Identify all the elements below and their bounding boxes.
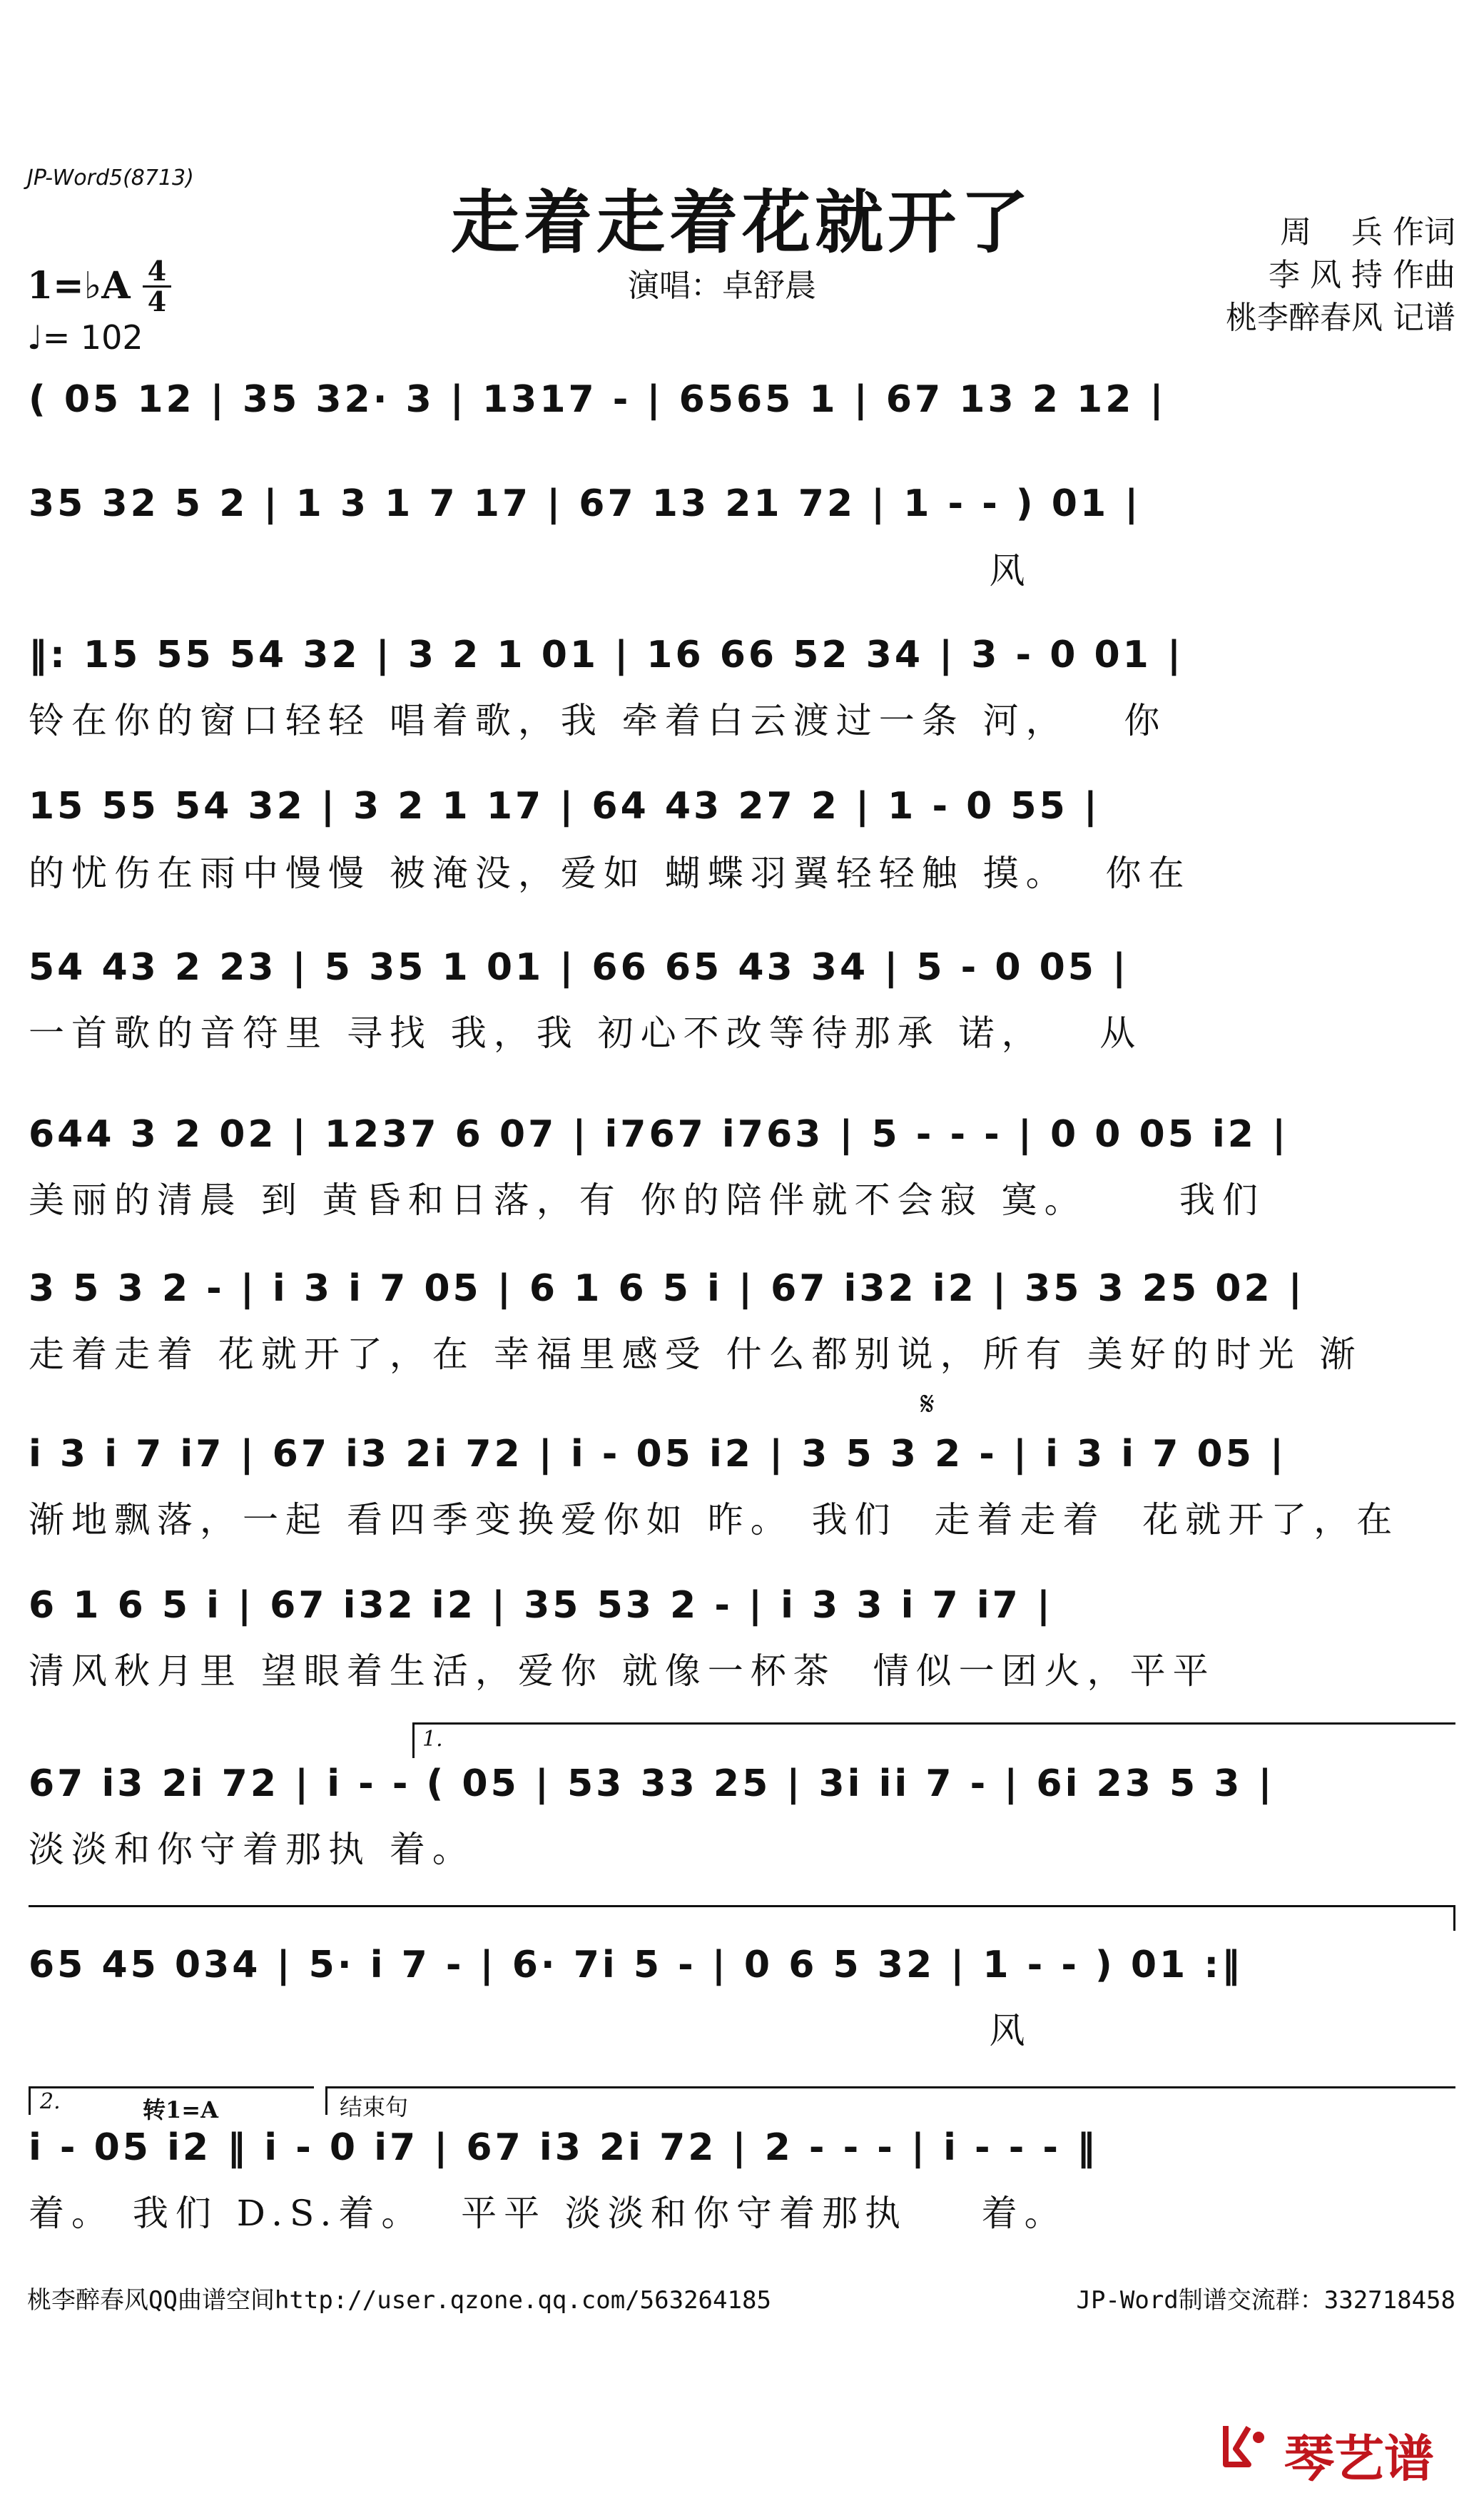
volta-1-end bbox=[1453, 1905, 1455, 1931]
score-line-2-notes: 35 32 5 2 | 1 3 1 7 17 | 67 13 21 72 | 1 - - ) 01 | bbox=[29, 482, 1142, 525]
score-line-5-notes: 54 43 2 23 | 5 35 1 01 | 66 65 43 34 | 5 - 0 05 | bbox=[29, 946, 1129, 989]
volta-2-bracket-top bbox=[29, 2086, 314, 2088]
score-line-11-notes: 65 45 034 | 5· i 7 - | 6· 7i 5 - | 0 6 5 32 | 1 - - ) 01 :‖ bbox=[29, 1944, 1244, 1986]
score-line-9-lyrics: 清风秋月里 望眼着生活，爱你 就像一杯茶 情似一团火，平平 bbox=[29, 1650, 1216, 1692]
transcriber-credit: 桃李醉春风 记谱 bbox=[1226, 300, 1455, 336]
page-title: 走着走着花就开了 bbox=[451, 182, 1033, 263]
score-line-11-lyrics: 风 bbox=[29, 2010, 1032, 2051]
volta-1-continuation bbox=[29, 1905, 1455, 1907]
volta-2-bracket-left bbox=[29, 2086, 31, 2115]
footer-source: 桃李醉春风QQ曲谱空间http://user.qzone.qq.com/563264185 bbox=[27, 2286, 771, 2315]
segno-sign: 𝄋 bbox=[920, 1384, 935, 1423]
score-line-12-notes: i - 05 i2 ‖ i - 0 i7 | 67 i3 2i 72 | 2 - - - | i - - - ‖ bbox=[29, 2126, 1099, 2169]
score-line-5-lyrics: 一首歌的音符里 寻找 我，我 初心不改等待那承 诺， 从 bbox=[29, 1012, 1143, 1054]
ending-bracket-top bbox=[325, 2086, 1455, 2088]
score-line-9-notes: 6 1 6 5 i | 67 i32 i2 | 35 53 2 - | i 3 3 i 7 i7 | bbox=[29, 1584, 1053, 1627]
volta-1-label: 1. bbox=[422, 1727, 443, 1752]
score-line-3-notes: ‖: 15 55 54 32 | 3 2 1 01 | 16 66 52 34 | 3 - 0 01 | bbox=[29, 634, 1184, 676]
singer-label: 演唱：卓舒晨 bbox=[628, 268, 816, 304]
score-line-2-lyrics: 风 bbox=[29, 550, 1032, 592]
footer-group: JP-Word制谱交流群：332718458 bbox=[1076, 2286, 1455, 2315]
lyricist-credit: 周 兵 作词 bbox=[1280, 214, 1455, 250]
software-label: JP-Word5(8713) bbox=[27, 166, 194, 191]
volta-2-label: 2. bbox=[40, 2089, 61, 2114]
score-line-6-notes: 644 3 2 02 | 1237 6 07 | i767 i763 | 5 - - - | 0 0 05 i2 | bbox=[29, 1113, 1289, 1156]
time-signature bbox=[143, 257, 171, 316]
modulation-label: 转1=A bbox=[143, 2096, 218, 2123]
key-signature: 1=♭A bbox=[27, 264, 131, 308]
score-line-10-lyrics: 淡淡和你守着那执 着。 bbox=[29, 1829, 475, 1870]
score-line-12-lyrics: 着。 我们 D.S.着。 平平 淡淡和你守着那执 着。 bbox=[29, 2193, 1067, 2234]
credits bbox=[1226, 211, 1455, 340]
score-line-6-lyrics: 美丽的清晨 到 黄昏和日落，有 你的陪伴就不会寂 寞。 我们 bbox=[29, 1179, 1266, 1221]
score-line-7-lyrics: 走着走着 花就开了，在 幸福里感受 什么都别说，所有 美好的时光 渐 bbox=[29, 1334, 1363, 1375]
ending-bracket-left bbox=[325, 2086, 327, 2115]
ending-label: 结束句 bbox=[340, 2093, 409, 2121]
score-line-8-lyrics: 渐地飘落，一起 看四季变换爱你如 昨。 我们 走着走着 花就开了，在 bbox=[29, 1499, 1400, 1540]
score-line-7-notes: 3 5 3 2 - | i 3 i 7 05 | 6 1 6 5 i | 67 i32 i2 | 35 3 25 02 | bbox=[29, 1267, 1305, 1310]
score-line-1-notes: ( 05 12 | 35 32· 3 | 1317 - | 6565 1 | 67 13 2 12 | bbox=[29, 378, 1167, 421]
site-logo: 琴艺谱 bbox=[1284, 2430, 1434, 2488]
time-bottom: 4 bbox=[143, 285, 171, 316]
time-top: 4 bbox=[147, 255, 167, 287]
tempo-marking: ♩= 102 bbox=[27, 318, 143, 357]
score-line-10-notes: 67 i3 2i 72 | i - - ( 05 | 53 33 25 | 3i ii 7 - | 6i 23 5 3 | bbox=[29, 1762, 1275, 1805]
score-line-8-notes: i 3 i 7 i7 | 67 i3 2i 72 | i - 05 i2 | 3 5 3 2 - | i 3 i 7 05 | bbox=[29, 1433, 1286, 1476]
volta-1-bracket-top bbox=[412, 1722, 1455, 1725]
composer-credit: 李 风 持 作曲 bbox=[1269, 257, 1455, 293]
score-line-4-notes: 15 55 54 32 | 3 2 1 17 | 64 43 27 2 | 1 - 0 55 | bbox=[29, 785, 1100, 828]
logo-icon bbox=[1220, 2420, 1270, 2470]
volta-1-bracket-left bbox=[412, 1722, 415, 1758]
score-line-3-lyrics: 铃在你的窗口轻轻 唱着歌，我 牵着白云渡过一条 河， 你 bbox=[29, 700, 1167, 741]
score-line-4-lyrics: 的忧伤在雨中慢慢 被淹没，爱如 蝴蝶羽翼轻轻触 摸。 你在 bbox=[29, 853, 1191, 894]
